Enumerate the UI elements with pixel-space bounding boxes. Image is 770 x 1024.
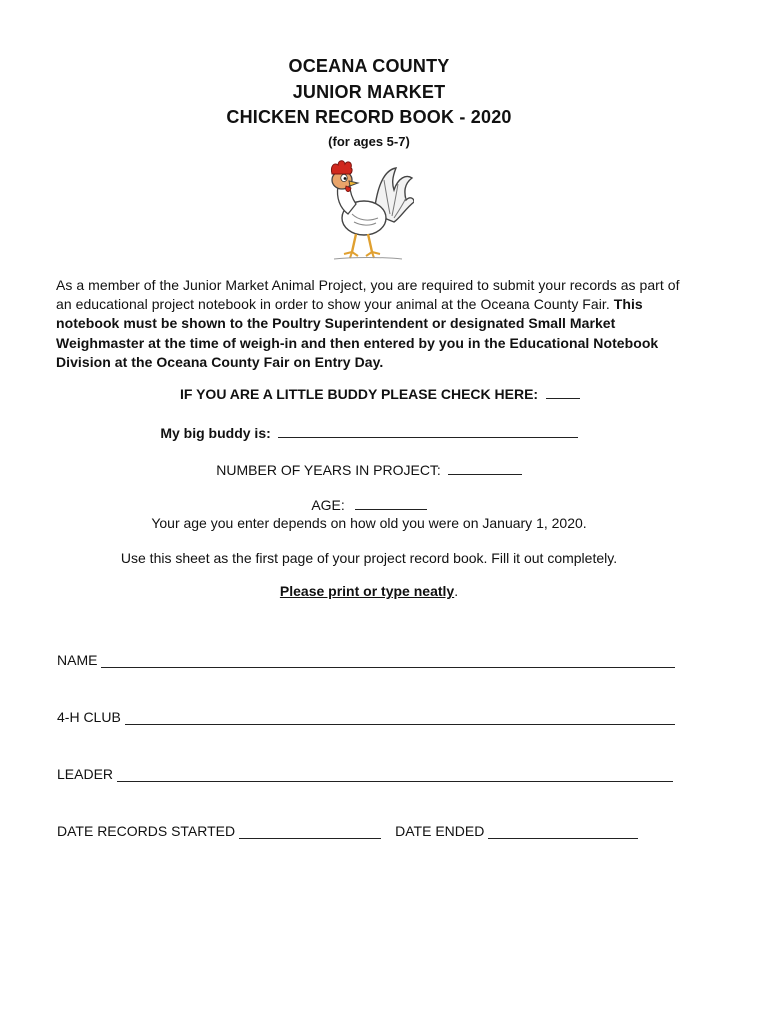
print-neatly-period: . [454, 583, 459, 599]
rooster-icon [322, 156, 414, 262]
title-record-book: CHICKEN RECORD BOOK - 2020 [226, 107, 512, 127]
club-field-row [57, 709, 675, 725]
intro-bold-text: This notebook must be shown to the Poultry Superintendent or designated Small Market Weighmaster at the time of weigh-in and then entered by you in the Educational Notebook Division at the Oceana County Fair on Entry Day. [56, 296, 659, 370]
title-program: JUNIOR MARKET [292, 81, 446, 102]
use-sheet-instruction: Use this sheet as the first page of your project record book. Fill it out completely. [120, 550, 618, 566]
leader-label: LEADER [57, 766, 114, 782]
date-ended-label: DATE ENDED [395, 823, 485, 839]
years-input[interactable] [448, 461, 522, 475]
name-input[interactable] [101, 653, 675, 668]
title-block [0, 54, 738, 152]
club-input[interactable] [125, 710, 675, 725]
age-row [0, 496, 738, 513]
intro-plain-text: As a member of the Junior Market Animal Project, you are required to submit your records as part of an educational project notebook in order to show your animal at the Oceana County Fair. [56, 277, 680, 313]
club-label: 4-H CLUB [57, 709, 121, 725]
years-label: NUMBER OF YEARS IN PROJECT: [216, 462, 441, 478]
date-started-input[interactable] [239, 824, 381, 839]
little-buddy-row [11, 385, 749, 402]
big-buddy-label: My big buddy is: [160, 425, 271, 441]
leader-field-row [57, 766, 673, 782]
little-buddy-label: IF YOU ARE A LITTLE BUDDY PLEASE CHECK HERE: [180, 386, 539, 402]
print-neatly-row [0, 583, 738, 599]
date-ended-input[interactable] [488, 824, 638, 839]
little-buddy-checkbox[interactable] [546, 385, 580, 399]
age-note: Your age you enter depends on how old you were on January 1, 2020. [151, 515, 587, 531]
print-neatly-text: Please print or type neatly [279, 583, 455, 599]
name-label: NAME [57, 652, 98, 668]
big-buddy-input[interactable] [278, 424, 578, 438]
leader-input[interactable] [117, 767, 673, 782]
age-label: AGE: [311, 497, 345, 513]
name-field-row [57, 652, 675, 668]
intro-paragraph [56, 276, 691, 372]
date-started-label: DATE RECORDS STARTED [57, 823, 236, 839]
age-range-subtitle: (for ages 5-7) [328, 133, 410, 149]
years-row [0, 461, 738, 478]
dates-field-row [57, 823, 638, 839]
age-input[interactable] [355, 496, 427, 510]
title-county: OCEANA COUNTY [288, 56, 450, 76]
big-buddy-row [0, 424, 738, 441]
